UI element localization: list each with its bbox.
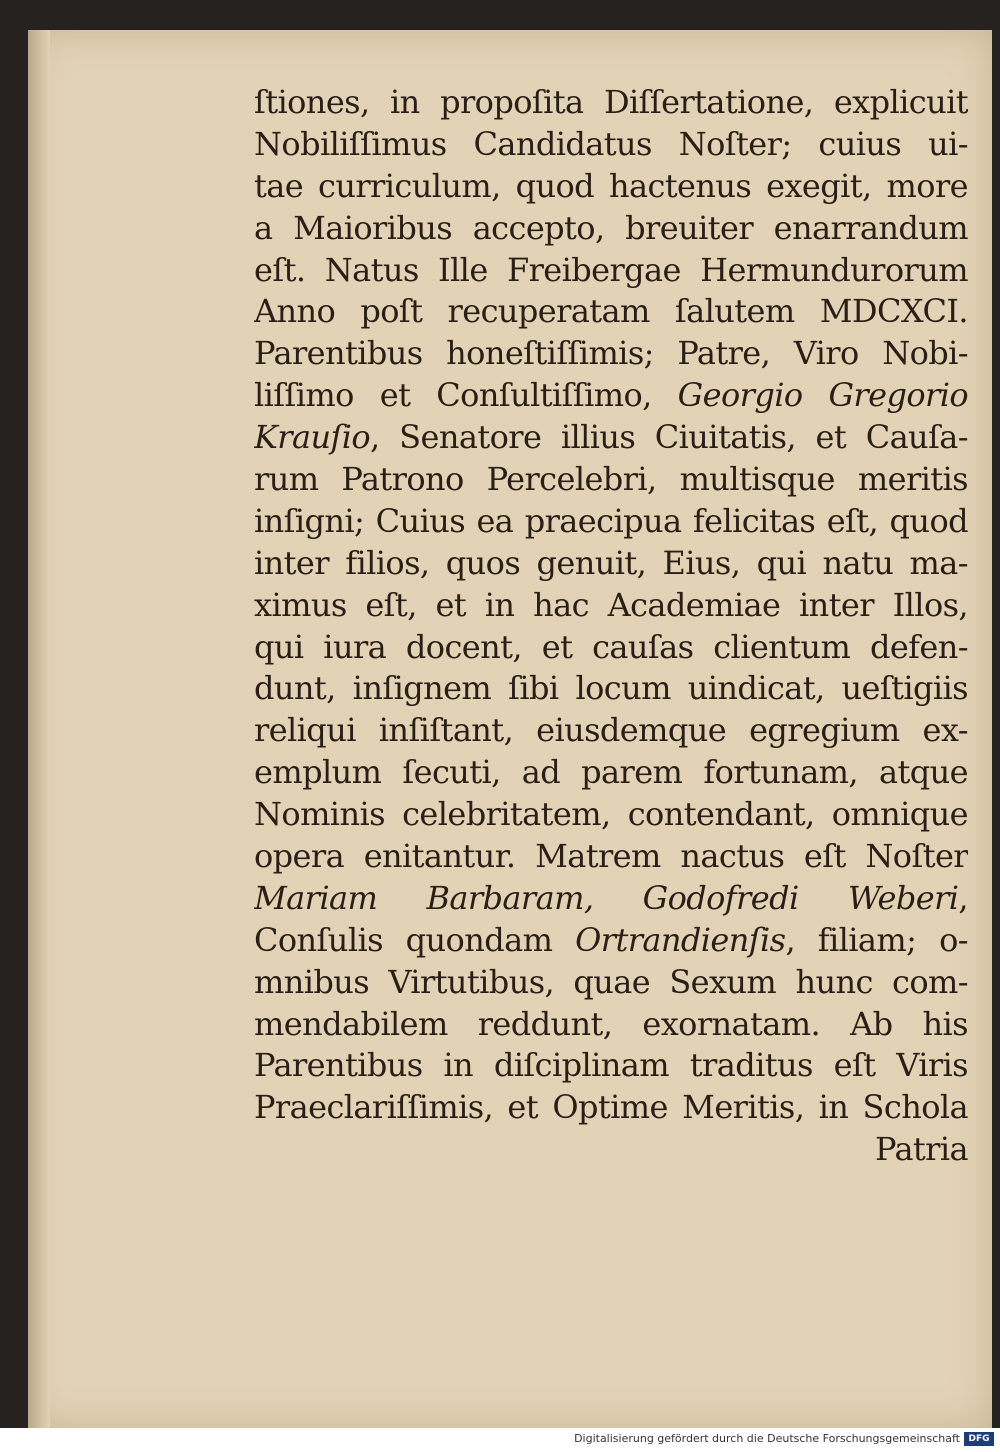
footer-credit: Digitalisierung gefördert durch die Deutsche Forschungsgemeinschaft <box>574 1432 960 1445</box>
text-line: mendabilem reddunt, exornatam. Ab his <box>254 1004 968 1043</box>
text-line: Conſulis quondam Ortrandienſis, filiam; o- <box>254 920 968 959</box>
text-line: Mariam Barbaram, Godofredi Weberi, <box>254 878 968 917</box>
book-page <box>28 30 992 1428</box>
text-line: inſigni; Cuius ea praecipua felicitas eſt, quod <box>254 501 968 540</box>
text-line: tae curriculum, quod hactenus exegit, more <box>254 166 968 205</box>
text-line: a Maioribus accepto, breuiter enarrandum <box>254 208 968 247</box>
text-line: rum Patrono Percelebri, multisque meritis <box>254 460 968 499</box>
text-line: ſtiones, in propoſita Diſſertatione, explicuit <box>254 83 968 121</box>
italic-name: Georgio Gregorio <box>677 376 968 415</box>
text-line: Parentibus in diſciplinam traditus eſt Viris <box>254 1046 968 1085</box>
page-gutter <box>28 30 50 1428</box>
text-line: Nominis celebritatem, contendant, omnique <box>254 795 968 834</box>
body-text <box>254 82 968 1171</box>
text-line: Krauſio, Senatore illius Ciuitatis, et Cauſa- <box>254 418 968 457</box>
catchword: Patria <box>874 1130 968 1169</box>
italic-name: Mariam Barbaram, Godofredi Weberi <box>254 878 959 917</box>
italic-name: Krauſio <box>254 418 371 457</box>
text-line: Praeclariſſimis, et Optime Meritis, in Schola <box>254 1088 968 1127</box>
text-line: Anno poſt recuperatam ſalutem MDCXCI. <box>254 292 968 331</box>
text-line: Nobiliſſimus Candidatus Noſter; cuius ui- <box>254 124 968 163</box>
text-line: Parentibus honeſtiſſimis; Patre, Viro Nobi- <box>254 334 968 373</box>
italic-name: Ortrandienſis <box>575 920 786 959</box>
text-line: ximus eſt, et in hac Academiae inter Illos, <box>254 585 968 624</box>
text-line: mnibus Virtutibus, quae Sexum hunc com- <box>254 962 968 1001</box>
text-line: emplum ſecuti, ad parem fortunam, atque <box>254 753 968 792</box>
text-line: inter filios, quos genuit, Eius, qui natu ma- <box>254 543 968 582</box>
text-line: liſſimo et Conſultiſſimo, Georgio Gregorio <box>254 376 968 415</box>
text-line: qui iura docent, et cauſas clientum defen- <box>254 627 968 666</box>
dfg-logo: DFG <box>964 1432 994 1446</box>
text-line: eſt. Natus Ille Freibergae Hermundurorum <box>254 250 968 289</box>
text-line: dunt, inſignem ſibi locum uindicat, ueſtigiis <box>254 669 968 708</box>
text-line: reliqui inſiſtant, eiusdemque egregium ex- <box>254 711 968 750</box>
text-line: opera enitantur. Matrem nactus eſt Noſter <box>254 837 968 876</box>
